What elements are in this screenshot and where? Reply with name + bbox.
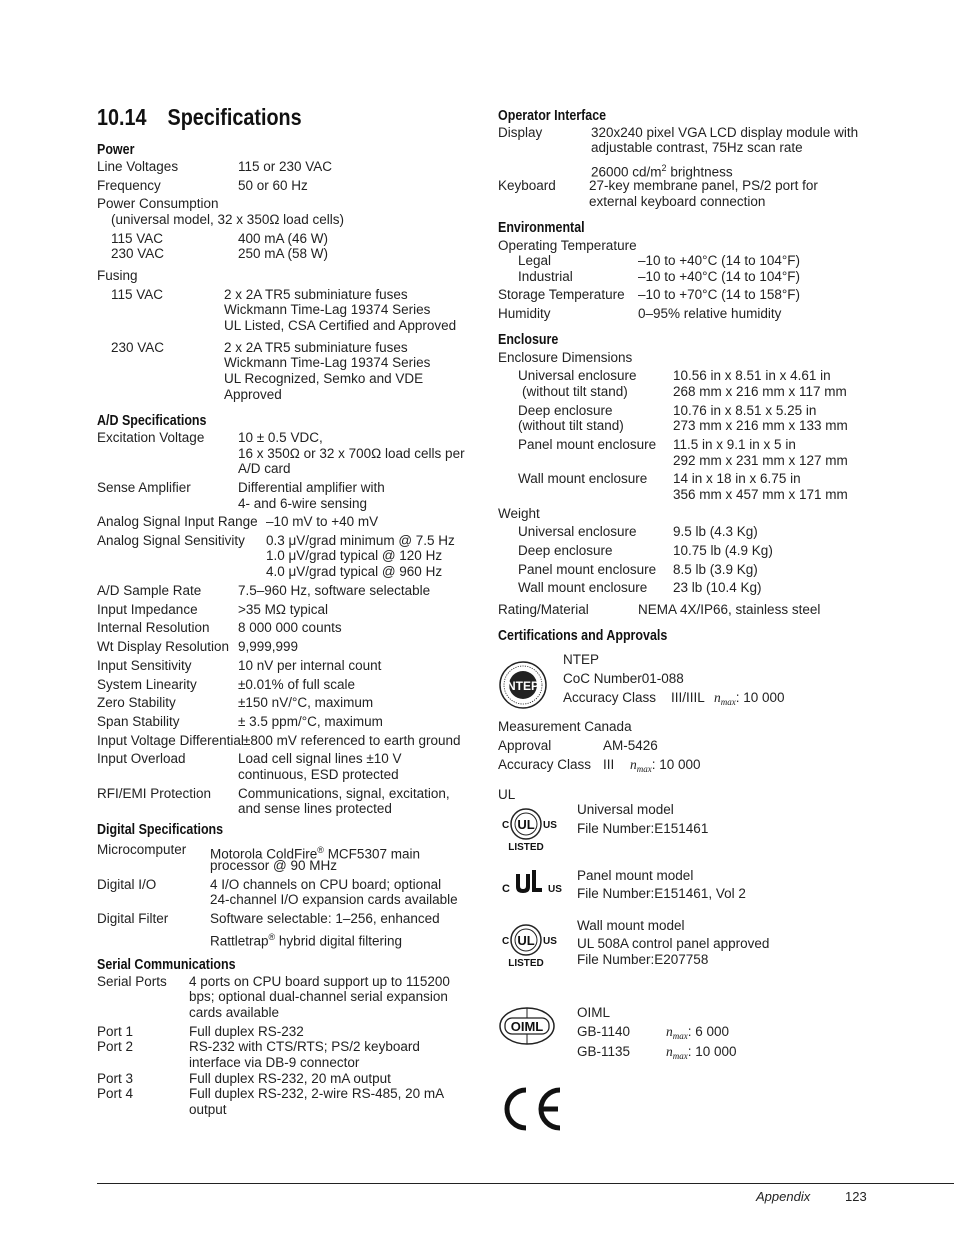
mc-class-value: III (603, 757, 615, 772)
excitation-line3: A/D card (238, 461, 291, 476)
fusing-115-line2: Wickmann Time-Lag 19374 Series (224, 302, 431, 317)
keyboard-label: Keyboard (498, 178, 556, 193)
port1-value: Full duplex RS-232 (189, 1024, 304, 1039)
sensitivity-line3: 4.0 μV/grad typical @ 960 Hz (266, 564, 443, 579)
mc-class-label: Accuracy Class (498, 757, 592, 772)
footer-divider (97, 1183, 954, 1184)
impedance-value: >35 MΩ typical (238, 602, 329, 617)
filter-line2: Rattletrap® hybrid digital filtering (210, 932, 402, 949)
operating-temp-label: Operating Temperature (498, 238, 637, 253)
rfi-label: RFI/EMI Protection (97, 786, 212, 801)
panel-dim-value1: 11.5 in x 9.1 in x 5 in (673, 437, 796, 452)
port2-line1: RS-232 with CTS/RTS; PS/2 keyboard (189, 1039, 420, 1054)
display-line3: 26000 $cd/m^2$ brightness (591, 163, 733, 180)
line-voltages-label: Line Voltages (97, 159, 179, 174)
port4-line2: output (189, 1102, 227, 1117)
ul-panel-line1: Panel mount model (577, 868, 694, 883)
resolution-value: 8 000 000 counts (238, 620, 342, 635)
ntep-coc: CoC Number01-088 (563, 671, 684, 686)
ad-heading: A/D Specifications (97, 413, 207, 429)
weight-universal-value: 9.5 lb (4.3 Kg) (673, 524, 758, 539)
consumption-230-label: 230 VAC (111, 246, 165, 261)
wall-dim-value2: 356 mm x 457 mm x 171 mm (673, 487, 848, 502)
svg-text:C: C (502, 936, 510, 947)
power-consumption-label: Power Consumption (97, 196, 219, 211)
display-resolution-label: Wt Display Resolution (97, 639, 230, 654)
differential-label: Input Voltage Differential (97, 733, 244, 748)
ul-listed-logo-universal (499, 804, 567, 854)
line-voltages-value: 115 or 230 VAC (238, 159, 333, 174)
overload-label: Input Overload (97, 751, 186, 766)
rfi-line2: and sense lines protected (238, 801, 392, 816)
section-number: 10.14 (97, 104, 147, 130)
weight-deep-label: Deep enclosure (518, 543, 613, 558)
differential-value: ±800 mV referenced to earth ground (243, 733, 461, 748)
input-range-label: Analog Signal Input Range (97, 514, 258, 529)
oiml-logo (498, 1006, 556, 1046)
power-heading: Power (97, 142, 135, 158)
overload-line1: Load cell signal lines ±10 V (238, 751, 402, 766)
port3-label: Port 3 (97, 1071, 134, 1086)
zero-stability-value: ±150 nV/°C, maximum (238, 695, 374, 710)
svg-text:C: C (502, 883, 510, 895)
fusing-label: Fusing (97, 268, 138, 283)
svg-text:UL: UL (517, 933, 535, 948)
humidity-value: 0–95% relative humidity (638, 306, 782, 321)
universal-dim-label2: (without tilt stand) (522, 384, 628, 399)
fusing-230-line1: 2 x 2A TR5 subminiature fuses (224, 340, 408, 355)
ul-panel-line2: File Number:E151461, Vol 2 (577, 886, 746, 901)
svg-text:US: US (543, 936, 557, 947)
input-sensitivity-label: Input Sensitivity (97, 658, 192, 673)
section-title: Specifications (167, 104, 302, 130)
ul-listed-logo-wall (499, 920, 567, 970)
weight-panel-label: Panel mount enclosure (518, 562, 657, 577)
deep-dim-value1: 10.76 in x 8.51 x 5.25 in (673, 403, 817, 418)
rfi-line1: Communications, signal, excitation, (238, 786, 450, 801)
ul-universal-line1: Universal model (577, 802, 674, 817)
resolution-label: Internal Resolution (97, 620, 210, 635)
port3-value: Full duplex RS-232, 20 mA output (189, 1071, 391, 1086)
serial-heading: Serial Communications (97, 957, 236, 973)
gb1135-value: $n_{max}$: 10 000 (666, 1044, 737, 1061)
excitation-line2: 16 x 350Ω or 32 x 700Ω load cells per (238, 446, 465, 461)
sense-label: Sense Amplifier (97, 480, 191, 495)
ports-line3: cards available (189, 1005, 280, 1020)
mc-nmax: $n_{max}$: 10 000 (630, 757, 701, 774)
ul-wall-line2: UL 508A control panel approved (577, 936, 770, 951)
svg-text:UL: UL (517, 817, 535, 832)
gb1140-label: GB-1140 (577, 1024, 631, 1039)
io-line2: 24-channel I/O expansion cards available (210, 892, 458, 907)
micro-label: Microcomputer (97, 842, 187, 857)
ntep-class-value: III/IIIL (671, 690, 705, 705)
universal-dim-value1: 10.56 in x 8.51 in x 4.61 in (673, 368, 831, 383)
ntep-logo (498, 660, 548, 710)
micro-line1: Motorola ColdFire® MCF5307 main (210, 845, 420, 862)
ntep-nmax: $n_{max}$: 10 000 (714, 690, 785, 707)
consumption-230-value: 250 mA (58 W) (238, 246, 329, 261)
weight-wall-value: 23 lb (10.4 Kg) (673, 580, 762, 595)
sense-line1: Differential amplifier with (238, 480, 385, 495)
industrial-label: Industrial (518, 269, 573, 284)
fusing-230-line4: Approved (224, 387, 282, 402)
dimensions-label: Enclosure Dimensions (498, 350, 633, 365)
keyboard-line1: 27-key membrane panel, PS/2 port for (589, 178, 818, 193)
weight-label: Weight (498, 506, 540, 521)
digital-heading: Digital Specifications (97, 822, 224, 838)
span-stability-value: ± 3.5 ppm/°C, maximum (238, 714, 383, 729)
legal-label: Legal (518, 253, 552, 268)
sample-rate-label: A/D Sample Rate (97, 583, 202, 598)
footer-label: Appendix (756, 1189, 811, 1204)
fusing-230-line2: Wickmann Time-Lag 19374 Series (224, 355, 431, 370)
panel-dim-value2: 292 mm x 231 mm x 127 mm (673, 453, 848, 468)
ports-line2: bps; optional dual-channel serial expansion (189, 989, 448, 1004)
rating-label: Rating/Material (498, 602, 589, 617)
weight-panel-value: 8.5 lb (3.9 Kg) (673, 562, 758, 577)
wall-dim-label: Wall mount enclosure (518, 471, 648, 486)
universal-dim-value2: 268 mm x 216 mm x 117 mm (673, 384, 847, 399)
fusing-230-line3: UL Recognized, Semko and VDE (224, 371, 424, 386)
port2-line2: interface via DB-9 connector (189, 1055, 360, 1070)
consumption-115-label: 115 VAC (111, 231, 164, 246)
svg-text:US: US (543, 820, 557, 831)
sense-line2: 4- and 6-wire sensing (238, 496, 368, 511)
port4-line1: Full duplex RS-232, 2-wire RS-485, 20 mA (189, 1086, 445, 1101)
oiml-title: OIML (577, 1005, 611, 1020)
svg-text:US: US (548, 884, 562, 895)
deep-dim-label2: (without tilt stand) (518, 418, 624, 433)
ports-label: Serial Ports (97, 974, 167, 989)
sensitivity-label: Analog Signal Sensitivity (97, 533, 245, 548)
page-title (97, 104, 302, 130)
operator-heading: Operator Interface (498, 108, 607, 124)
ntep-title: NTEP (563, 652, 600, 667)
filter-label: Digital Filter (97, 911, 169, 926)
wall-dim-value1: 14 in x 18 in x 6.75 in (673, 471, 801, 486)
ul-universal-line2: File Number:E151461 (577, 821, 709, 836)
consumption-115-value: 400 mA (46 W) (238, 231, 329, 246)
gb1135-label: GB-1135 (577, 1044, 631, 1059)
display-line1: 320x240 pixel VGA LCD display module with (591, 125, 859, 140)
mc-title: Measurement Canada (498, 719, 632, 734)
fusing-115-line3: UL Listed, CSA Certified and Approved (224, 318, 457, 333)
power-consumption-sub: (universal model, 32 x 350Ω load cells) (111, 212, 344, 227)
storage-label: Storage Temperature (498, 287, 625, 302)
sample-rate-value: 7.5–960 Hz, software selectable (238, 583, 431, 598)
weight-deep-value: 10.75 lb (4.9 Kg) (673, 543, 773, 558)
mc-approval-label: Approval (498, 738, 552, 753)
enclosure-heading: Enclosure (498, 332, 559, 348)
environmental-heading: Environmental (498, 220, 585, 236)
excitation-label: Excitation Voltage (97, 430, 205, 445)
io-line1: 4 I/O channels on CPU board; optional (210, 877, 442, 892)
humidity-label: Humidity (498, 306, 551, 321)
oiml-logo-text: OIML (510, 1019, 544, 1034)
display-line2: adjustable contrast, 75Hz scan rate (591, 140, 803, 155)
input-range-value: –10 mV to +40 mV (266, 514, 379, 529)
excitation-line1: 10 ± 0.5 VDC, (238, 430, 323, 445)
panel-dim-label: Panel mount enclosure (518, 437, 657, 452)
frequency-value: 50 or 60 Hz (238, 178, 308, 193)
ntep-logo-text: NTEP (506, 679, 540, 693)
universal-dim-label1: Universal enclosure (518, 368, 637, 383)
zero-stability-label: Zero Stability (97, 695, 176, 710)
impedance-label: Input Impedance (97, 602, 198, 617)
mc-approval-value: AM-5426 (603, 738, 658, 753)
rating-value: NEMA 4X/IP66, stainless steel (638, 602, 821, 617)
industrial-value: –10 to +40°C (14 to 104°F) (638, 269, 801, 284)
keyboard-line2: external keyboard connection (589, 194, 766, 209)
port4-label: Port 4 (97, 1086, 134, 1101)
frequency-label: Frequency (97, 178, 161, 193)
ul-title: UL (498, 787, 516, 802)
weight-universal-label: Universal enclosure (518, 524, 637, 539)
certifications-heading: Certifications and Approvals (498, 628, 668, 644)
ntep-class-label: Accuracy Class (563, 690, 657, 705)
port1-label: Port 1 (97, 1024, 134, 1039)
weight-wall-label: Wall mount enclosure (518, 580, 648, 595)
ce-mark-logo (498, 1086, 564, 1132)
svg-text:LISTED: LISTED (508, 958, 544, 969)
micro-line2: processor @ 90 MHz (210, 858, 337, 873)
sensitivity-line2: 1.0 μV/grad typical @ 120 Hz (266, 548, 443, 563)
fusing-115-label: 115 VAC (111, 287, 164, 302)
filter-line1: Software selectable: 1–256, enhanced (210, 911, 440, 926)
gb1140-value: $n_{max}$: 6 000 (666, 1024, 730, 1041)
display-resolution-value: 9,999,999 (238, 639, 299, 654)
linearity-value: ±0.01% of full scale (238, 677, 355, 692)
ul-wall-line1: Wall mount model (577, 918, 685, 933)
page-number: 123 (845, 1189, 867, 1204)
storage-value: –10 to +70°C (14 to 158°F) (638, 287, 801, 302)
legal-value: –10 to +40°C (14 to 104°F) (638, 253, 801, 268)
fusing-115-line1: 2 x 2A TR5 subminiature fuses (224, 287, 408, 302)
sensitivity-line1: 0.3 μV/grad minimum @ 7.5 Hz (266, 533, 455, 548)
overload-line2: continuous, ESD protected (238, 767, 399, 782)
input-sensitivity-value: 10 nV per internal count (238, 658, 382, 673)
ports-line1: 4 ports on CPU board support up to 115200 (189, 974, 450, 989)
span-stability-label: Span Stability (97, 714, 180, 729)
ul-wall-line3: File Number:E207758 (577, 952, 709, 967)
fusing-230-label: 230 VAC (111, 340, 165, 355)
deep-dim-value2: 273 mm x 216 mm x 133 mm (673, 418, 848, 433)
svg-text:C: C (502, 820, 510, 831)
svg-text:LISTED: LISTED (508, 842, 544, 853)
io-label: Digital I/O (97, 877, 157, 892)
display-label: Display (498, 125, 543, 140)
port2-label: Port 2 (97, 1039, 134, 1054)
deep-dim-label1: Deep enclosure (518, 403, 613, 418)
linearity-label: System Linearity (97, 677, 197, 692)
ul-recognized-logo (502, 868, 564, 898)
